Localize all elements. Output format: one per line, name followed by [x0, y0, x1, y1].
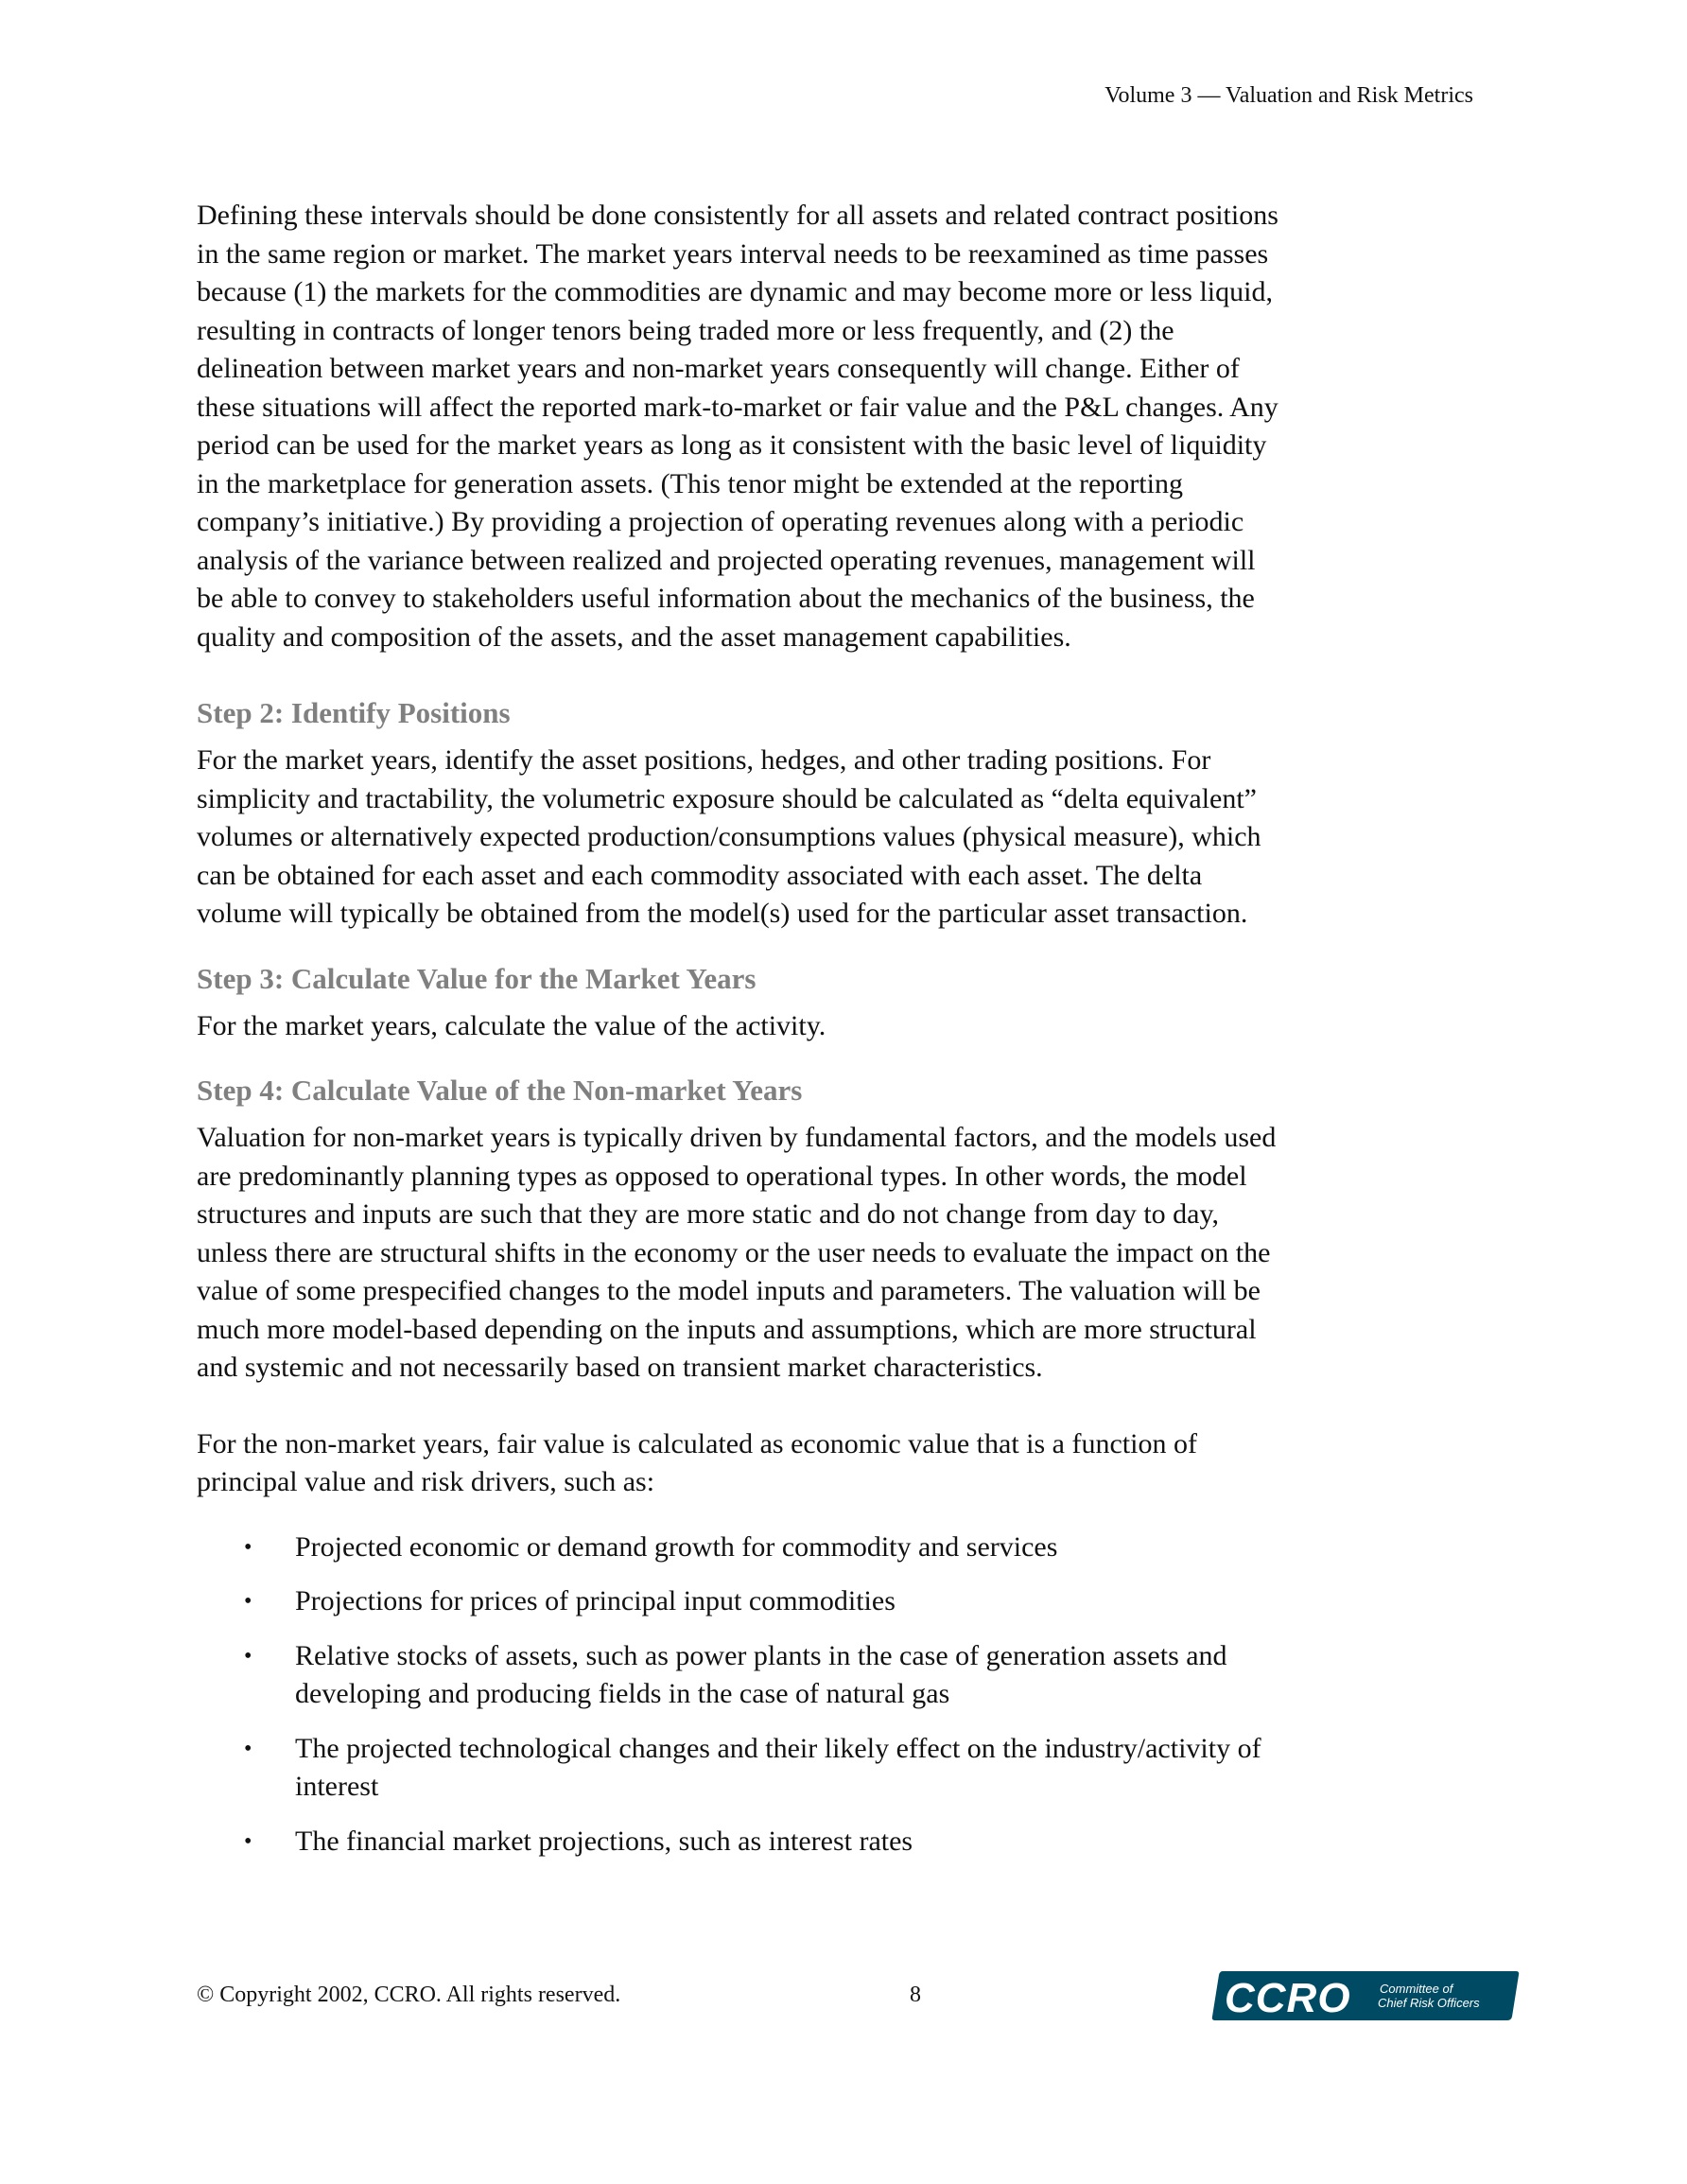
text-line: resulting in contracts of longer tenors being traded more or less frequently, and (2) the	[197, 314, 1174, 346]
list-item-text: Projected economic or demand growth for commodity and services	[295, 1530, 1058, 1563]
step4-followup-paragraph	[197, 1425, 1475, 1502]
text-line: unless there are structural shifts in the economy or the user needs to evaluate the impact on the	[197, 1236, 1271, 1268]
bullet-icon: •	[244, 1643, 252, 1669]
text-line: much more model-based depending on the inputs and assumptions, which are more structural	[197, 1313, 1257, 1345]
document-body	[197, 197, 1475, 1877]
spacer	[197, 998, 1475, 1007]
text-line: and systemic and not necessarily based on transient market characteristics.	[197, 1352, 1043, 1383]
text-line: For the non-market years, fair value is calculated as economic value that is a function of	[197, 1427, 1197, 1459]
spacer	[197, 732, 1475, 742]
step4-paragraph	[197, 1119, 1475, 1388]
text-line: in the same region or market. The market years interval needs to be reexamined as time passes	[197, 237, 1269, 270]
text-line: period can be used for the market years as long as it consistent with the basic level of liquidity	[197, 429, 1267, 461]
list-item-text: The projected technological changes and their likely effect on the industry/activity of	[295, 1732, 1261, 1764]
spacer	[197, 1502, 1475, 1529]
spacer	[197, 934, 1475, 960]
text-line: volumes or alternatively expected production/consumptions values (physical measure), which	[197, 821, 1261, 852]
text-line: volume will typically be obtained from the model(s) used for the particular asset transaction.	[197, 898, 1248, 929]
list-item-text: Projections for prices of principal input commodities	[295, 1585, 896, 1616]
text-line: company’s initiative.) By providing a projection of operating revenues along with a periodic	[197, 506, 1244, 537]
list-item	[197, 1637, 1475, 1714]
step4-heading: Step 4: Calculate Value of the Non-market Years	[197, 1074, 803, 1107]
running-header: Volume 3 — Valuation and Risk Metrics	[1104, 83, 1473, 108]
bullet-icon: •	[244, 1534, 252, 1560]
copyright-notice: © Copyright 2002, CCRO. All rights reserved.	[197, 1983, 621, 2007]
spacer	[197, 1109, 1475, 1119]
step3-heading: Step 3: Calculate Value for the Market Years	[197, 961, 757, 995]
risk-drivers-list	[197, 1529, 1475, 1861]
step2-heading: Step 2: Identify Positions	[197, 696, 511, 729]
text-line: principal value and risk drivers, such as:	[197, 1466, 655, 1497]
list-item-text: developing and producing fields in the case of natural gas	[295, 1678, 950, 1709]
ccro-logo-icon	[1211, 1969, 1520, 2022]
list-item	[197, 1582, 1475, 1621]
logo-tagline-2: Chief Risk Officers	[1378, 1996, 1480, 2010]
text-line: can be obtained for each asset and each commodity associated with each asset. The delta	[197, 859, 1203, 891]
bullet-icon: •	[244, 1828, 252, 1854]
page-number: 8	[910, 1983, 921, 2007]
step3-paragraph	[197, 1007, 1475, 1046]
text-line: For the market years, identify the asset positions, hedges, and other trading positions. For	[197, 744, 1211, 776]
list-item	[197, 1529, 1475, 1567]
spacer	[197, 1388, 1475, 1425]
text-line: Valuation for non-market years is typically driven by fundamental factors, and the models used	[197, 1122, 1277, 1153]
text-line: be able to convey to stakeholders useful information about the mechanics of the business, the	[197, 583, 1255, 614]
logo-wordmark: CCRO	[1225, 1975, 1351, 2021]
list-item-text: Relative stocks of assets, such as power plants in the case of generation assets and	[295, 1639, 1227, 1671]
list-item	[197, 1730, 1475, 1807]
text-line: value of some prespecified changes to the model inputs and parameters. The valuation will be	[197, 1275, 1261, 1306]
spacer	[197, 656, 1475, 694]
bullet-icon: •	[244, 1736, 252, 1761]
text-line: in the marketplace for generation assets. (This tenor might be extended at the reporting	[197, 467, 1183, 499]
text-line: are predominantly planning types as opposed to operational types. In other words, the model	[197, 1160, 1247, 1192]
list-item-text: interest	[295, 1771, 379, 1802]
intro-paragraph	[197, 197, 1475, 656]
text-line: Defining these intervals should be done consistently for all assets and related contract positions	[197, 200, 1278, 231]
text-line: structures and inputs are such that they are more static and do not change from day to day,	[197, 1198, 1220, 1230]
spacer	[197, 1045, 1475, 1072]
text-line: delineation between market years and non-market years consequently will change. Either of	[197, 353, 1240, 384]
list-item-text: The financial market projections, such as interest rates	[295, 1825, 913, 1857]
step2-paragraph	[197, 742, 1475, 934]
text-line: these situations will affect the reported mark-to-market or fair value and the P&L changes. Any	[197, 391, 1278, 423]
bullet-icon: •	[244, 1589, 252, 1614]
text-line: For the market years, calculate the value of the activity.	[197, 1009, 826, 1041]
text-line: quality and composition of the assets, and the asset management capabilities.	[197, 620, 1071, 653]
list-item	[197, 1823, 1475, 1861]
text-line: because (1) the markets for the commodities are dynamic and may become more or less liquid,	[197, 276, 1273, 307]
text-line: analysis of the variance between realized and projected operating revenues, management will	[197, 544, 1256, 576]
text-line: simplicity and tractability, the volumetric exposure should be calculated as “delta equivalent”	[197, 782, 1258, 814]
logo-tagline-1: Committee of	[1380, 1982, 1453, 1996]
ccro-logo	[1211, 1969, 1520, 2022]
